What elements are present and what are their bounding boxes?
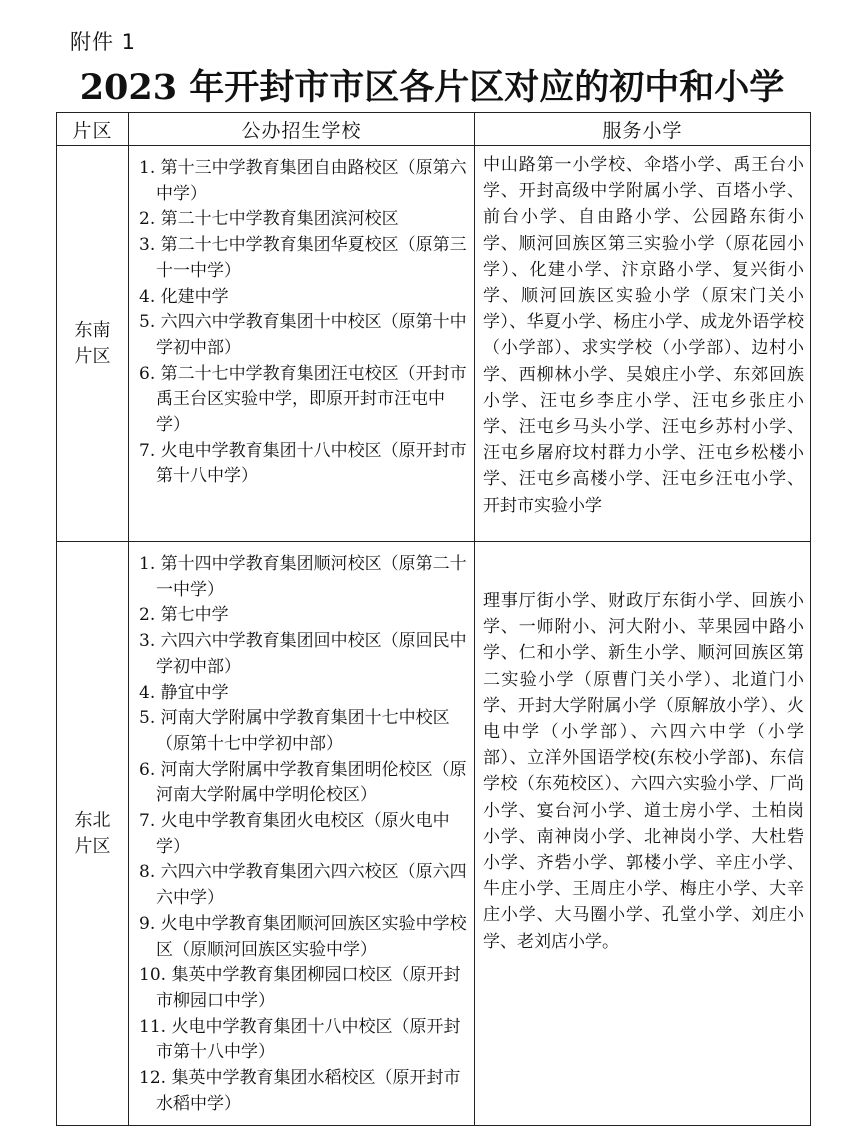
zone-name: 东南 片区 — [74, 319, 111, 367]
table-row-northeast — [57, 542, 811, 1126]
school-item: 5. 河南大学附属中学教育集团十七中校区（原第十七中学初中部） — [139, 708, 450, 754]
school-item: 3. 六四六中学教育集团回中校区（原回民中学初中部） — [139, 631, 467, 677]
attachment-label: 附件 1 — [70, 30, 137, 54]
header-public-schools: 公办招生学校 — [129, 113, 475, 146]
primary-schools-cell: 理事厅街小学、财政厅东街小学、回族小学、一师附小、河大附小、苹果园中路小学、仁和小学、新生小学、顺河回族区第二实验小学（原曹门关小学）、北道门小学、开封大学附属小学（原解放小学）、火电中学（小学部）、六四六中学（小学部）、立洋外国语学校(东校小学部)、东信学校（东苑校区）、六四六实验小学、厂尚小学、宴台河小学、道士房小学、土柏岗小学、南神岗小学、北神岗小学、大杜砦小学、齐砦小学、郭楼小学、辛庄小学、牛庄小学、王周庄小学、梅庄小学、大辛庄小学、大马圈小学、孔堂小学、刘庄小学、老刘店小学。 — [475, 542, 811, 1126]
school-item: 11. 火电中学教育集团十八中校区（原开封市第十八中学） — [139, 1016, 461, 1063]
school-item: 4. 静宜中学 — [139, 682, 229, 703]
document-title: 2023 年开封市市区各片区对应的初中和小学 — [79, 67, 785, 108]
school-item: 6. 河南大学附属中学教育集团明伦校区（原河南大学附属中学明伦校区） — [139, 759, 467, 806]
header-primary-schools: 服务小学 — [475, 113, 811, 146]
table-header-row — [57, 113, 811, 146]
school-item: 2. 第二十七中学教育集团滨河校区 — [139, 209, 399, 230]
school-item: 4. 化建中学 — [139, 286, 229, 307]
school-item: 8. 六四六中学教育集团六四六校区（原六四六中学） — [139, 862, 467, 909]
school-item: 5. 六四六中学教育集团十中校区（原第十中学初中部） — [139, 312, 467, 358]
table-row-southeast — [57, 146, 811, 542]
school-item: 1. 第十三中学教育集团自由路校区（原第六中学） — [139, 158, 467, 204]
school-item: 1. 第十四中学教育集团顺河校区（原第二十一中学） — [139, 554, 467, 600]
school-item: 3. 第二十七中学教育集团华夏校区（原第三十一中学） — [139, 235, 467, 281]
primary-schools-cell: 中山路第一小学校、伞塔小学、禹王台小学、开封高级中学附属小学、百塔小学、前台小学、自由路小学、公园路东街小学、顺河回族区第三实验小学（原花园小学）、化建小学、汴京路小学、复兴街小学、顺河回族区实验小学（原宋门关小学）、华夏小学、杨庄小学、成龙外语学校（小学部）、求实学校（小学部）、边村小学、西柳林小学、吴娘庄小学、东郊回族小学、汪屯乡李庄小学、汪屯乡张庄小学、汪屯乡马头小学、汪屯乡苏村小学、汪屯乡屠府坟村群力小学、汪屯乡松楼小学、汪屯乡高楼小学、汪屯乡汪屯小学、开封市实验小学 — [475, 146, 811, 542]
school-item: 7. 火电中学教育集团火电校区（原火电中学） — [139, 811, 450, 857]
zone-cell — [57, 542, 129, 1126]
school-item: 2. 第七中学 — [139, 605, 229, 626]
school-item: 10. 集英中学教育集团柳园口校区（原开封市柳园口中学） — [139, 965, 461, 1011]
header-zone: 片区 — [57, 113, 129, 146]
school-item: 9. 火电中学教育集团顺河回族区实验中学校区（原顺河回族区实验中学） — [139, 913, 467, 960]
public-schools-cell — [129, 146, 475, 542]
school-item: 7. 火电中学教育集团十八中校区（原开封市第十八中学） — [139, 440, 467, 487]
school-item: 6. 第二十七中学教育集团汪屯校区（开封市禹王台区实验中学，即原开封市汪屯中学） — [139, 363, 467, 436]
zone-cell — [57, 146, 129, 542]
school-item: 12. 集英中学教育集团水稻校区（原开封市水稻中学） — [139, 1068, 461, 1114]
public-schools-cell — [129, 542, 475, 1126]
zone-school-table — [56, 112, 811, 1126]
zone-name: 东北 片区 — [74, 809, 111, 857]
